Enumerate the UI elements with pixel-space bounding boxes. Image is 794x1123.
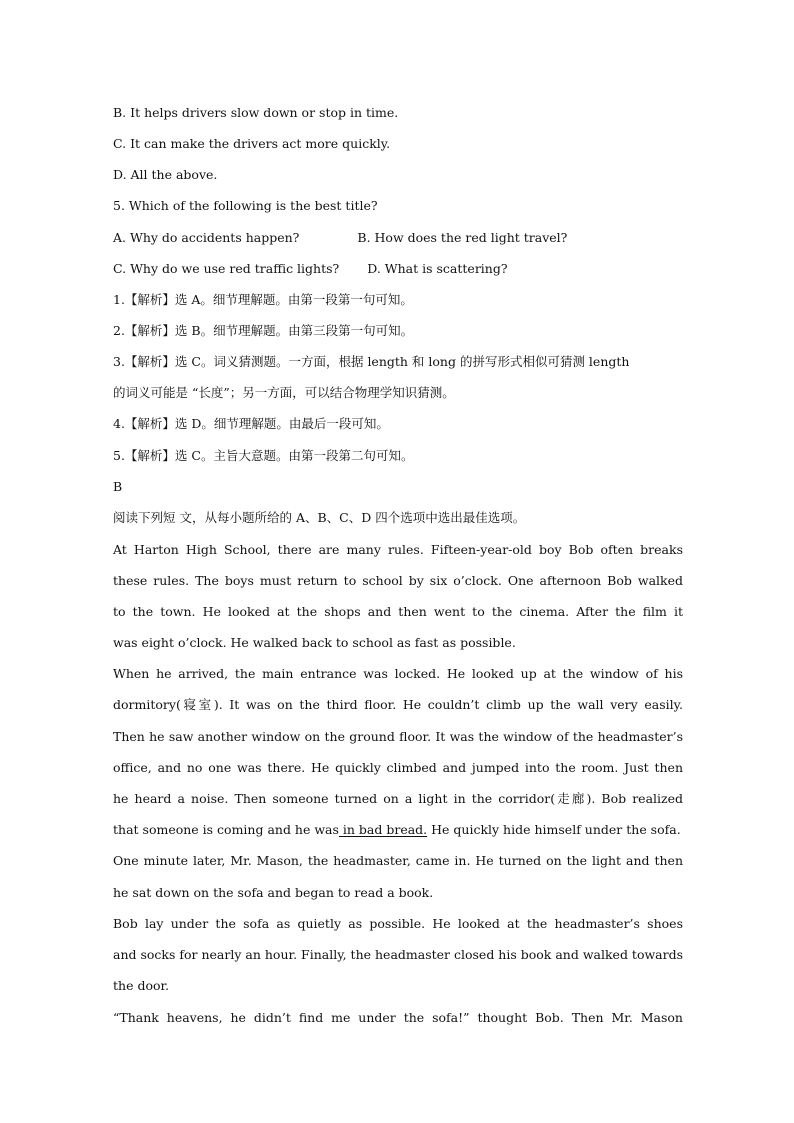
passage-line: Bob lay under the sofa as quietly as possible. He looked at the headmaster’s shoes bbox=[113, 916, 683, 931]
passage-line: dormitory(寝室). It was on the third floor. He couldn’t climb up the wall very easily. bbox=[113, 697, 683, 712]
section-b-instruction: 阅读下列短 文，从每小题所给的 A、B、C、D 四个选项中选出最佳选项。 bbox=[113, 510, 526, 525]
q5-stem: 5. Which of the following is the best title? bbox=[113, 198, 378, 213]
passage-line: was eight o’clock. He walked back to school as fast as possible. bbox=[113, 635, 516, 650]
answer-1: 1.【解析】选 A。细节理解题。由第一段第一句可知。 bbox=[113, 292, 413, 307]
q5-option-c: C. Why do we use red traffic lights? bbox=[113, 261, 340, 276]
q4-option-d: D. All the above. bbox=[113, 167, 218, 182]
q5-option-a: A. Why do accidents happen? bbox=[113, 230, 300, 245]
passage-line: he heard a noise. Then someone turned on a light in the corridor(走廊). Bob realized bbox=[113, 791, 683, 806]
passage-text: that someone is coming and he was bbox=[113, 822, 339, 837]
passage-text: He quickly hide himself under the sofa. bbox=[427, 822, 681, 837]
passage-line: and socks for nearly an hour. Finally, the headmaster closed his book and walked towards bbox=[113, 947, 684, 962]
answer-4: 4.【解析】选 D。细节理解题。由最后一段可知。 bbox=[113, 416, 389, 431]
q5-options-ab bbox=[113, 230, 683, 246]
section-b-label: B bbox=[113, 479, 123, 494]
q4-option-b: B. It helps drivers slow down or stop in time. bbox=[113, 105, 399, 120]
underlined-phrase: in bad bread. bbox=[338, 822, 428, 837]
passage-line: to the town. He looked at the shops and then went to the cinema. After the film it bbox=[113, 604, 683, 619]
q5-option-d: D. What is scattering? bbox=[367, 261, 508, 276]
passage-line: office, and no one was there. He quickly climbed and jumped into the room. Just then bbox=[113, 760, 683, 775]
passage-line bbox=[113, 822, 683, 838]
answer-3-line-1: 3.【解析】选 C。词义猜测题。一方面，根据 length 和 long 的拼写形式相似可猜测 length bbox=[113, 354, 630, 369]
q5-options-cd bbox=[113, 261, 683, 277]
answer-5: 5.【解析】选 C。主旨大意题。由第一段第二句可知。 bbox=[113, 448, 414, 463]
q5-option-b: B. How does the red light travel? bbox=[357, 230, 568, 245]
passage-line: the door. bbox=[113, 978, 170, 993]
passage-line: these rules. The boys must return to school by six o’clock. One afternoon Bob walked bbox=[113, 573, 683, 588]
answer-3-line-2: 的词义可能是 “长度”；另一方面，可以结合物理学知识猜测。 bbox=[113, 385, 455, 400]
passage-line: When he arrived, the main entrance was locked. He looked up at the window of his bbox=[113, 666, 683, 681]
passage-line: One minute later, Mr. Mason, the headmaster, came in. He turned on the light and then bbox=[113, 853, 683, 868]
answer-2: 2.【解析】选 B。细节理解题。由第三段第一句可知。 bbox=[113, 323, 414, 338]
passage-line: he sat down on the sofa and began to read a book. bbox=[113, 885, 434, 900]
passage-line: “Thank heavens, he didn’t find me under the sofa!” thought Bob. Then Mr. Mason bbox=[113, 1010, 683, 1025]
passage-line: Then he saw another window on the ground floor. It was the window of the headmaster’s bbox=[113, 729, 683, 744]
passage-line: At Harton High School, there are many rules. Fifteen-year-old boy Bob often breaks bbox=[113, 542, 683, 557]
q4-option-c: C. It can make the drivers act more quickly. bbox=[113, 136, 391, 151]
